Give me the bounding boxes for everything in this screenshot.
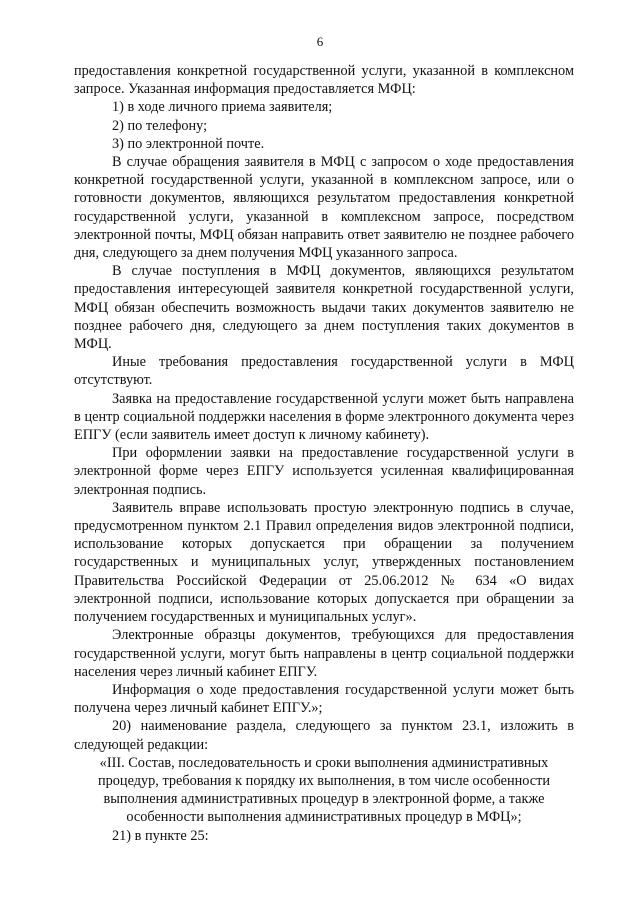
section-heading-line: выполнения административных процедур в электронной форме, а также (103, 791, 545, 808)
section-heading (74, 754, 574, 827)
body-paragraph: Информация о ходе предоставления государственной услуги может быть получена через личный кабинет ЕПГУ.»; (74, 681, 574, 717)
body-paragraph: 20) наименование раздела, следующего за пунктом 23.1, изложить в следующей редакции: (74, 718, 574, 753)
body-paragraph: Электронные образцы документов, требующихся для предоставления государственной услуги, могут быть направлены в центр социальной поддержки населения через личный кабинет ЕПГУ. (74, 627, 574, 680)
list-item: 3) по электронной почте. (112, 135, 265, 152)
body-paragraph: Иные требования предоставления государственной услуги в МФЦ отсутствуют. (74, 354, 574, 389)
section-heading-line: процедур, требования к порядку их выполнения, в том числе особенности (97, 772, 551, 789)
section-heading-line: «III. Состав, последовательность и сроки выполнения административных (99, 754, 549, 771)
list-item: 1) в ходе личного приема заявителя; (112, 99, 333, 116)
body-paragraph: Заявка на предоставление государственной услуги может быть направлена в центр социальной поддержки населения в форме электронного документа через ЕПГУ (если заявитель имеет доступ к личному кабинету). (74, 390, 574, 444)
page-number: 6 (316, 34, 324, 49)
body-paragraph: При оформлении заявки на предоставление государственной услуги в электронной форме через ЕПГУ используется усиленная квалифицированная электронная подпись. (74, 445, 574, 498)
document-body (74, 62, 574, 845)
body-paragraph: В случае поступления в МФЦ документов, являющихся результатом предоставления интересующей заявителя конкретной государственной услуги, МФЦ обязан обеспечить возможность выдачи таких документов заявителю не позднее рабочего дня, следующего за днем поступления таких документов в МФЦ. (74, 263, 574, 353)
section-heading-line: особенности выполнения административных процедур в МФЦ»; (126, 809, 522, 826)
list-item: 2) по телефону; (112, 117, 208, 134)
intro-paragraph: предоставления конкретной государственной услуги, указанной в комплексном запросе. Указанная информация предоставляется МФЦ: (74, 63, 574, 98)
body-paragraph: Заявитель вправе использовать простую электронную подпись в случае, предусмотренном пунктом 2.1 Правил определения видов электронной подписи, использование которых допускается при обращении за получением государственных и муниципальных услуг, утвержденных постановлением Правительства Российской Федерации от 25.06.2012 № 634 «О видах электронной подписи, использование которых допускается при обращении за получением государственных и муниципальных услуг». (74, 499, 574, 626)
closing-paragraph: 21) в пункте 25: (112, 827, 209, 844)
body-paragraph: В случае обращения заявителя в МФЦ с запросом о ходе предоставления конкретной государственной услуги, указанной в комплексном запросе, или о готовности документов, являющихся результатом предоставления конкретной государственной услуги, указанной в комплексном запросе, посредством электронной почты, МФЦ обязан направить ответ заявителю не позднее рабочего дня, следующего за днем получения МФЦ указанного запроса. (74, 154, 574, 262)
